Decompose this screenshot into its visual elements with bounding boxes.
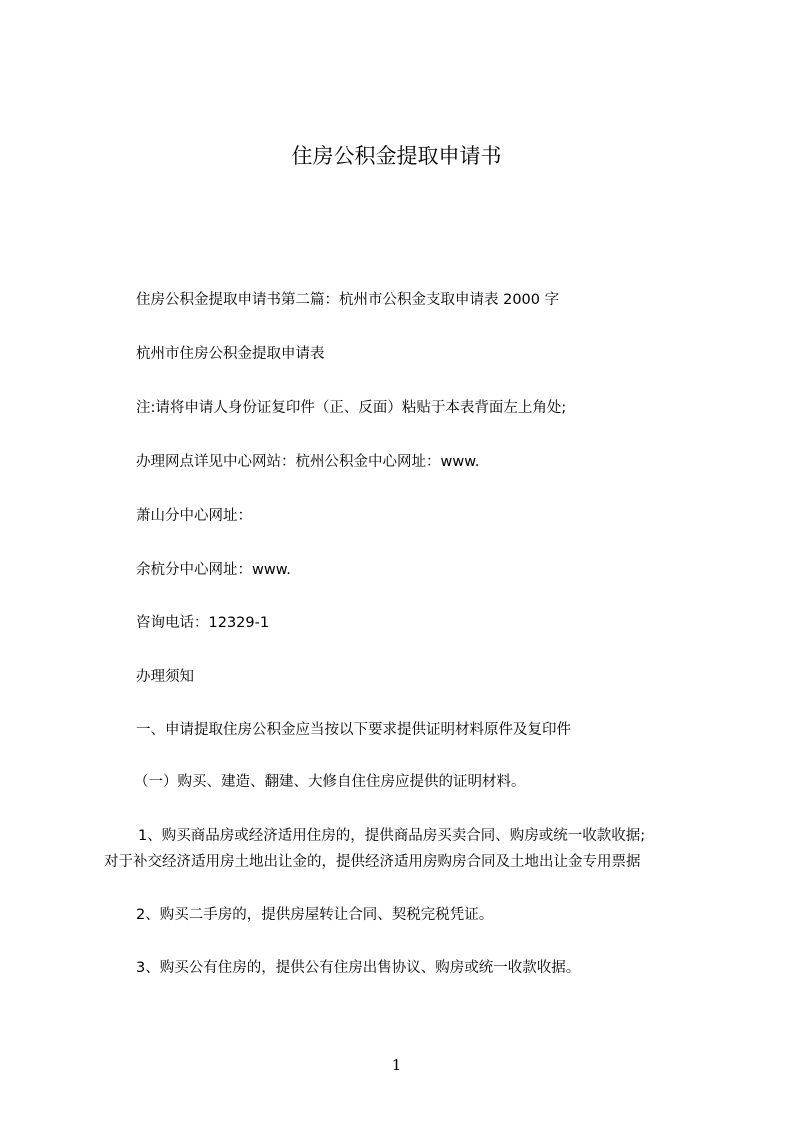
paragraph-article-heading: 住房公积金提取申请书第二篇：杭州市公积金支取申请表 2000 字 xyxy=(136,292,560,308)
paragraph-item-1 xyxy=(104,826,704,872)
page-number: 1 xyxy=(391,1056,402,1074)
item-1-line-2: 对于补交经济适用房土地出让金的，提供经济适用房购房合同及土地出让金专用票据 xyxy=(104,854,641,870)
paragraph-item-3: 3、购买公有住房的，提供公有住房出售协议、购房或统一收款收据。 xyxy=(136,960,581,976)
paragraph-item-2: 2、购买二手房的，提供房屋转让合同、契税完税凭证。 xyxy=(136,907,494,923)
paragraph-note: 注:请将申请人身份证复印件（正、反面）粘贴于本表背面左上角处; xyxy=(136,400,567,416)
paragraph-subsection-one: （一）购买、建造、翻建、大修自住住房应提供的证明材料。 xyxy=(134,774,526,790)
paragraph-yuhang-website: 余杭分中心网址：www. xyxy=(136,562,291,578)
document-title: 住房公积金提取申请书 xyxy=(291,144,502,168)
paragraph-form-title: 杭州市住房公积金提取申请表 xyxy=(136,346,325,362)
item-1-line-1: 1、购买商品房或经济适用住房的，提供商品房买卖合同、购房或统一收款收据; xyxy=(138,828,646,844)
paragraph-xiaoshan-website: 萧山分中心网址： xyxy=(136,508,252,524)
paragraph-hangzhou-website: 办理网点详见中心网站：杭州公积金中心网址：www. xyxy=(136,454,480,470)
paragraph-hotline: 咨询电话：12329-1 xyxy=(136,615,270,631)
paragraph-section-one: 一、申请提取住房公积金应当按以下要求提供证明材料原件及复印件 xyxy=(136,722,571,738)
paragraph-notice-heading: 办理须知 xyxy=(136,669,194,685)
